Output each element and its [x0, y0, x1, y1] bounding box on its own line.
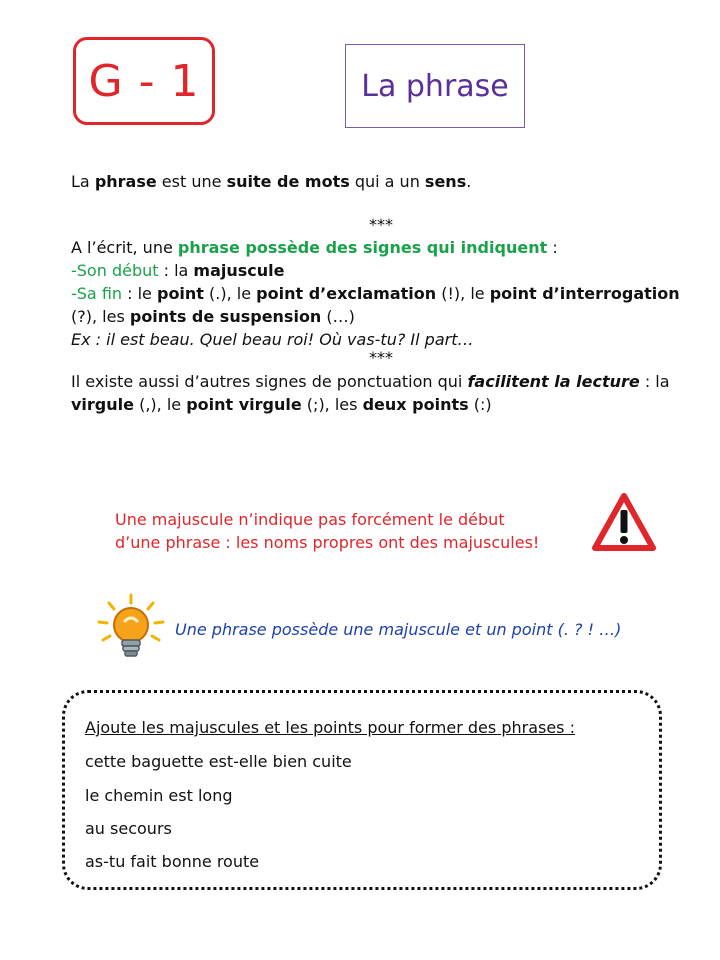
- text-run: : la: [639, 372, 670, 391]
- ecrit-intro-line: [71, 236, 691, 259]
- separator: ***: [369, 215, 393, 234]
- debut-line: [71, 259, 691, 282]
- text-run: est une: [156, 172, 227, 191]
- warning-note: [115, 508, 585, 554]
- page-title: La phrase: [345, 44, 525, 128]
- keyword-virgule: virgule: [71, 395, 134, 414]
- autres-signes-text: [71, 370, 691, 416]
- text-run: (…): [321, 307, 355, 326]
- fin-line: [71, 282, 691, 328]
- text-run: (:): [468, 395, 492, 414]
- text-run: (!), le: [436, 284, 490, 303]
- text-run: (?), les: [71, 307, 130, 326]
- keyword-exclamation: point d’exclamation: [256, 284, 437, 303]
- lightbulb-icon: [95, 592, 167, 664]
- keyword-point-virgule: point virgule: [186, 395, 302, 414]
- exercise-item: as-tu fait bonne route: [85, 852, 260, 871]
- warning-triangle-icon: [592, 492, 656, 552]
- keyword-point: point: [156, 284, 204, 303]
- warning-line: Une majuscule n’indique pas forcément le début: [115, 510, 505, 529]
- exercise-item: cette baguette est-elle bien cuite: [85, 752, 352, 771]
- fin-label: -Sa fin: [71, 284, 123, 303]
- text-run: (,), le: [133, 395, 187, 414]
- exercise-item: au secours: [85, 819, 172, 838]
- text-run: .: [466, 172, 472, 191]
- keyword-phrase: phrase: [94, 172, 157, 191]
- text-run: A l’écrit, une: [71, 238, 178, 257]
- keyword-deux-points: deux points: [362, 395, 469, 414]
- text-run: (.), le: [203, 284, 257, 303]
- text-run: : le: [122, 284, 157, 303]
- exercise-instruction: Ajoute les majuscules et les points pour former des phrases :: [85, 718, 575, 737]
- lesson-badge: G - 1: [73, 37, 215, 125]
- keyword-suspension: points de suspension: [129, 307, 322, 326]
- text-run: (;), les: [301, 395, 363, 414]
- keyword-suite-de-mots: suite de mots: [226, 172, 350, 191]
- keyword-signes: phrase possède des signes qui indiquent: [177, 238, 548, 257]
- example-line: Ex : il est beau. Quel beau roi! Où vas-tu? Il part…: [71, 330, 474, 349]
- ecrit-section: [71, 236, 691, 351]
- text-run: La: [71, 172, 95, 191]
- text-run: Il existe aussi d’autres signes de ponctuation qui: [71, 372, 468, 391]
- definition-text: [71, 170, 691, 193]
- separator: ***: [369, 348, 393, 367]
- keyword-interrogation: point d’interrogation: [489, 284, 680, 303]
- text-run: : la: [158, 261, 194, 280]
- text-run: qui a un: [349, 172, 425, 191]
- keyword-majuscule: majuscule: [193, 261, 285, 280]
- warning-line: d’une phrase : les noms propres ont des majuscules!: [115, 533, 540, 552]
- exercise-item: le chemin est long: [85, 786, 233, 805]
- keyword-sens: sens: [424, 172, 467, 191]
- tip-text: Une phrase possède une majuscule et un point (. ? ! …): [175, 620, 622, 639]
- debut-label: -Son début: [71, 261, 159, 280]
- text-run: :: [547, 238, 558, 257]
- keyword-facilitent: facilitent la lecture: [467, 372, 640, 391]
